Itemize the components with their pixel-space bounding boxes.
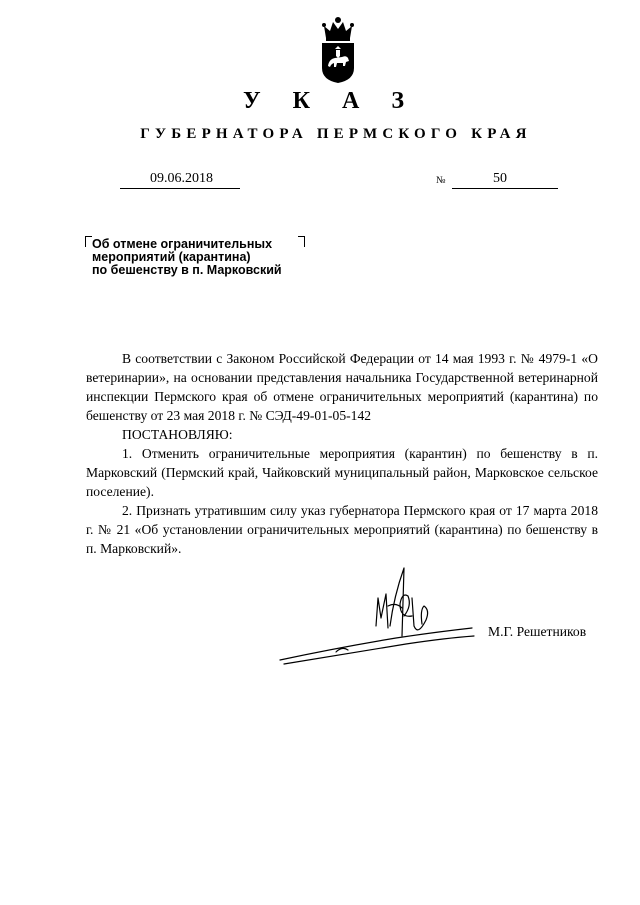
- handwritten-signature-icon: [276, 566, 476, 670]
- decree-word: ПОСТАНОВЛЯЮ:: [122, 427, 233, 442]
- document-body: [86, 349, 598, 558]
- document-date-field: [120, 171, 240, 189]
- document-date: 09.06.2018: [150, 171, 213, 186]
- heading-line: по бешенству в п. Марковский: [92, 263, 282, 277]
- heading-line: мероприятий (карантина): [92, 250, 251, 264]
- decree-item: 2. Признать утратившим силу указ губернатора Пермского края от 17 марта 2018 г. № 21 «Об установлении ограничительных мероприятий (карантина) по бешенству в п. Марковский».: [86, 503, 598, 556]
- preamble-paragraph: В соответствии с Законом Российской Федерации от 14 мая 1993 г. № 4979-1 «О ветеринарии», на основании представления начальника Государственной ветеринарной инспекции Пермского края об отмене ограничительных мероприятий (карантина) по бешенству от 23 мая 2018 г. № СЭД-49-01-05-142: [86, 351, 598, 423]
- document-heading: [92, 238, 352, 277]
- document-number-field: [436, 171, 558, 189]
- heading-line: Об отмене ограничительных: [92, 237, 273, 251]
- perm-krai-coat-of-arms-icon: [318, 16, 358, 84]
- issuer-subtitle: ГУБЕРНАТОРА ПЕРМСКОГО КРАЯ: [140, 126, 532, 142]
- number-sign: №: [436, 175, 446, 186]
- signer-name: М.Г. Решетников: [488, 624, 587, 639]
- decree-item: 1. Отменить ограничительные мероприятия (карантин) по бешенству в п. Марковский (Пермский край, Чайковский муниципальный район, Марковское сельское поселение).: [86, 446, 598, 499]
- heading-bracket-left: [85, 236, 92, 247]
- document-number: 50: [493, 171, 507, 186]
- number-underline: [452, 188, 558, 189]
- document-type-title: У К А З: [242, 88, 417, 114]
- date-underline: [120, 188, 240, 189]
